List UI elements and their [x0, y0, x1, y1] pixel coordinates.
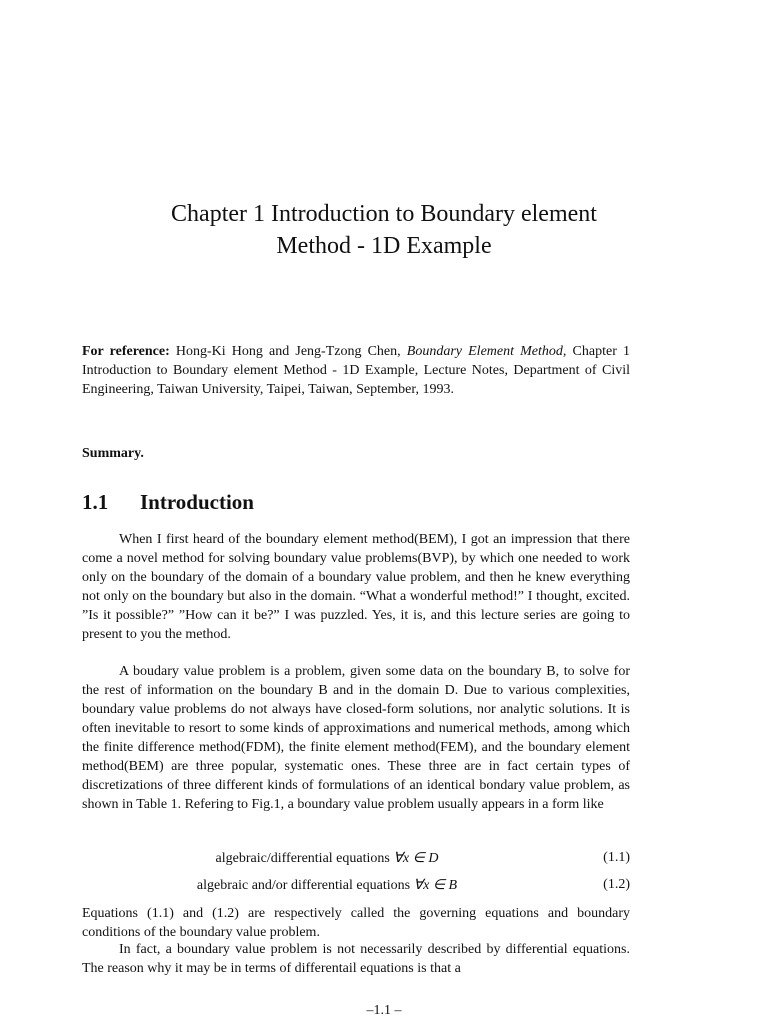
chapter-title-line-2: Method - 1D Example [276, 233, 492, 259]
equation-math: ∀x ∈ D [393, 851, 439, 866]
equation-text: algebraic and/or differential equations [196, 878, 414, 893]
page-number: –1.1 – [366, 1003, 402, 1018]
section-title: Introduction [140, 490, 254, 514]
equation-boundary [82, 877, 630, 897]
equation-number: (1.2) [603, 877, 630, 892]
section-number: 1.1 [82, 490, 109, 514]
equation-governing [82, 850, 630, 870]
chapter-title-line-1: Chapter 1 Introduction to Boundary element [171, 201, 597, 227]
summary-heading: Summary. [82, 446, 144, 461]
chapter-title [60, 198, 708, 262]
reference-label: For reference: [82, 344, 170, 359]
equation-number: (1.1) [603, 850, 630, 865]
section-heading [82, 490, 254, 515]
reference-paragraph [82, 342, 630, 399]
reference-authors: Hong-Ki Hong and Jeng-Tzong Chen, [169, 344, 407, 359]
reference-details: Chapter 1 Introduction to Boundary element Method - 1D Example, Lecture Notes, Department of Civil Engineering, Taiwan University, Taipei, Taiwan, September, 1993. [82, 344, 630, 397]
paragraph-equations-explanation: Equations (1.1) and (1.2) are respectively called the governing equations and boundary conditions of the boundary value problem. [82, 906, 630, 940]
paragraph-intro: When I first heard of the boundary element method(BEM), I got an impression that there come a novel method for solving boundary value problems(BVP), by which one needed to work only on the boundary of the domain of a boundary value problem, and then he knew everything not only on the boundary but also in the domain. “What a wonderful method!” I thought, excited. ”Is it possible?” ”How can it be?” I was puzzled. Yes, it is, and this lecture series are going to present to you the method. [82, 532, 630, 642]
equation-expression [82, 850, 572, 867]
equation-math: ∀x ∈ B [413, 878, 458, 893]
paragraph-bvp-definition: A boudary value problem is a problem, given some data on the boundary B, to solve for the rest of information on the boundary B and in the domain D. Due to various complexities, boundary value problems do not always have closed-form solutions, nor analytic solutions. It is often inevitable to resort to some kinds of approximations and numerical methods, among which the finite difference method(FDM), the finite element method(FEM), and the boundary element method(BEM) are three popular, systematic ones. These three are in fact certain types of discretizations of three different kinds of formulations of an identical bondary value problem, as shown in Table 1. Refering to Fig.1, a boundary value problem usually appears in a form like [82, 664, 630, 812]
equation-expression [82, 877, 572, 894]
reference-book-title: Boundary Element Method, [406, 344, 567, 359]
equation-text: algebraic/differential equations [215, 851, 394, 866]
paragraph-differential-equations: In fact, a boundary value problem is not necessarily described by differential equations. The reason why it may be in terms of differentail equations is that a [82, 942, 630, 976]
